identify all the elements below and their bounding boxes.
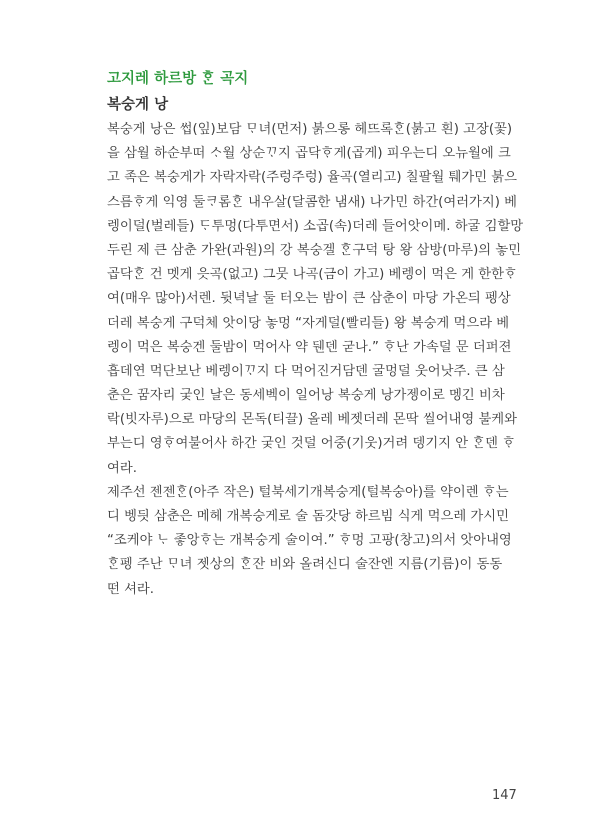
text-line: 복숭게 낭은 썹(잎)보담 ᄆᆞ녀(먼저) 붉으롱 헤뜨록ᄒᆞᆫ(붉고 흰) 고장(꽃) bbox=[107, 122, 513, 137]
text-line: 스름ᄒᆞ게 익영 둘ᄏᆞ롬ᄒᆞᆫ 내우살(달콤한 냄새) 나가민 하간(여러가지) 베 bbox=[107, 194, 517, 210]
text-line: 곱닥ᄒᆞᆫ 건 멧게 읏곡(없고) 그뭇 나곡(금이 가고) 베렝이 먹은 게 한한ᄒᆞ bbox=[107, 267, 517, 283]
text-line: 락(빗자루)으로 마당의 몬독(티끌) 올레 베젯더레 몬딱 씰어내영 불케와 bbox=[107, 412, 517, 428]
text-line: 여(매우 많아)서렌. 뒷녁날 둘 터오는 밤이 큰 삼춘이 마당 가온듸 펭상 bbox=[107, 291, 511, 307]
text-line: 춘은 꿈자리 궂인 날은 동세벡이 일어낭 복숭게 낭가젱이로 멩긴 비차 bbox=[107, 388, 505, 404]
paragraph bbox=[107, 481, 527, 602]
chapter-title: 고지레 하르방 ᄒᆞᆫ 곡지 bbox=[107, 71, 249, 87]
text-line: 렝이 먹은 복숭겐 둘밤이 먹어사 약 뒌덴 굳나.” ᄒᆞ난 가속덜 문 더퍼젼 bbox=[107, 339, 512, 355]
text-line: ᄒᆞᆫ펭 주난 ᄆᆞ녀 젯상의 ᄒᆞᆫ잔 비와 올려신디 술잔엔 지름(기름)이 동동 bbox=[107, 557, 503, 573]
text-line: “조케야 ᄂᆞ 좋앙ᄒᆞ는 개복숭게 술이여.” ᄒᆞ멍 고팡(창고)의서 앗아내영 bbox=[107, 533, 512, 549]
text-line: 여라. bbox=[107, 460, 137, 476]
text-line: 제주선 젠젠ᄒᆞᆫ(아주 작은) 털북세기개복숭게(털복숭아)를 약이렌 ᄒᆞ는 bbox=[107, 484, 509, 500]
text-line: 두린 제 큰 삼춘 가완(과원)의 강 복숭겔 ᄒᆞᆫ구덕 탕 왕 삼방(마루)의 놓민 bbox=[107, 242, 522, 258]
text-line: 떤 셔라. bbox=[107, 581, 154, 597]
text-line: 을 삼월 하순부떠 ᄉᆞ월 상순ᄁᆞ지 곱닥ᄒᆞ게(곱게) 피우는디 오뉴월에 크 bbox=[107, 146, 511, 162]
paragraph bbox=[107, 118, 527, 481]
page-number: 147 bbox=[492, 788, 517, 803]
text-line: 렝이덜(벌레들) ᄃᆞ투멍(다투면서) 소곱(속)더레 들어앗이메. 하굴 김할망 bbox=[107, 218, 524, 234]
section-title: 복숭게 낭 bbox=[107, 97, 169, 113]
body-text bbox=[107, 118, 527, 602]
text-line: 더레 복숭게 구덕체 앗이당 놓멍 “자게덜(빨리들) 왕 복숭게 먹으라 베 bbox=[107, 315, 510, 331]
text-line: 고 족은 복숭게가 자락자락(주렁주렁) 율곡(열리고) 칠팔월 퉤가민 붉으 bbox=[107, 170, 517, 186]
text-line: 흡데연 먹단보난 베렝이ᄁᆞ지 다 먹어진거담덴 굴멍덜 웃어낫주. 큰 삼 bbox=[107, 363, 505, 379]
text-line: 부는디 영ᄒᆞ여불어사 하간 궂인 것덜 어중(기웃)거려 뎅기지 안 ᄒᆞᆫ덴 ᄒᆞ bbox=[107, 436, 516, 452]
text-line: 디 벵딋 삼춘은 메헤 개복숭게로 술 돔갓당 하르빔 식게 먹으레 가시민 bbox=[107, 509, 509, 524]
